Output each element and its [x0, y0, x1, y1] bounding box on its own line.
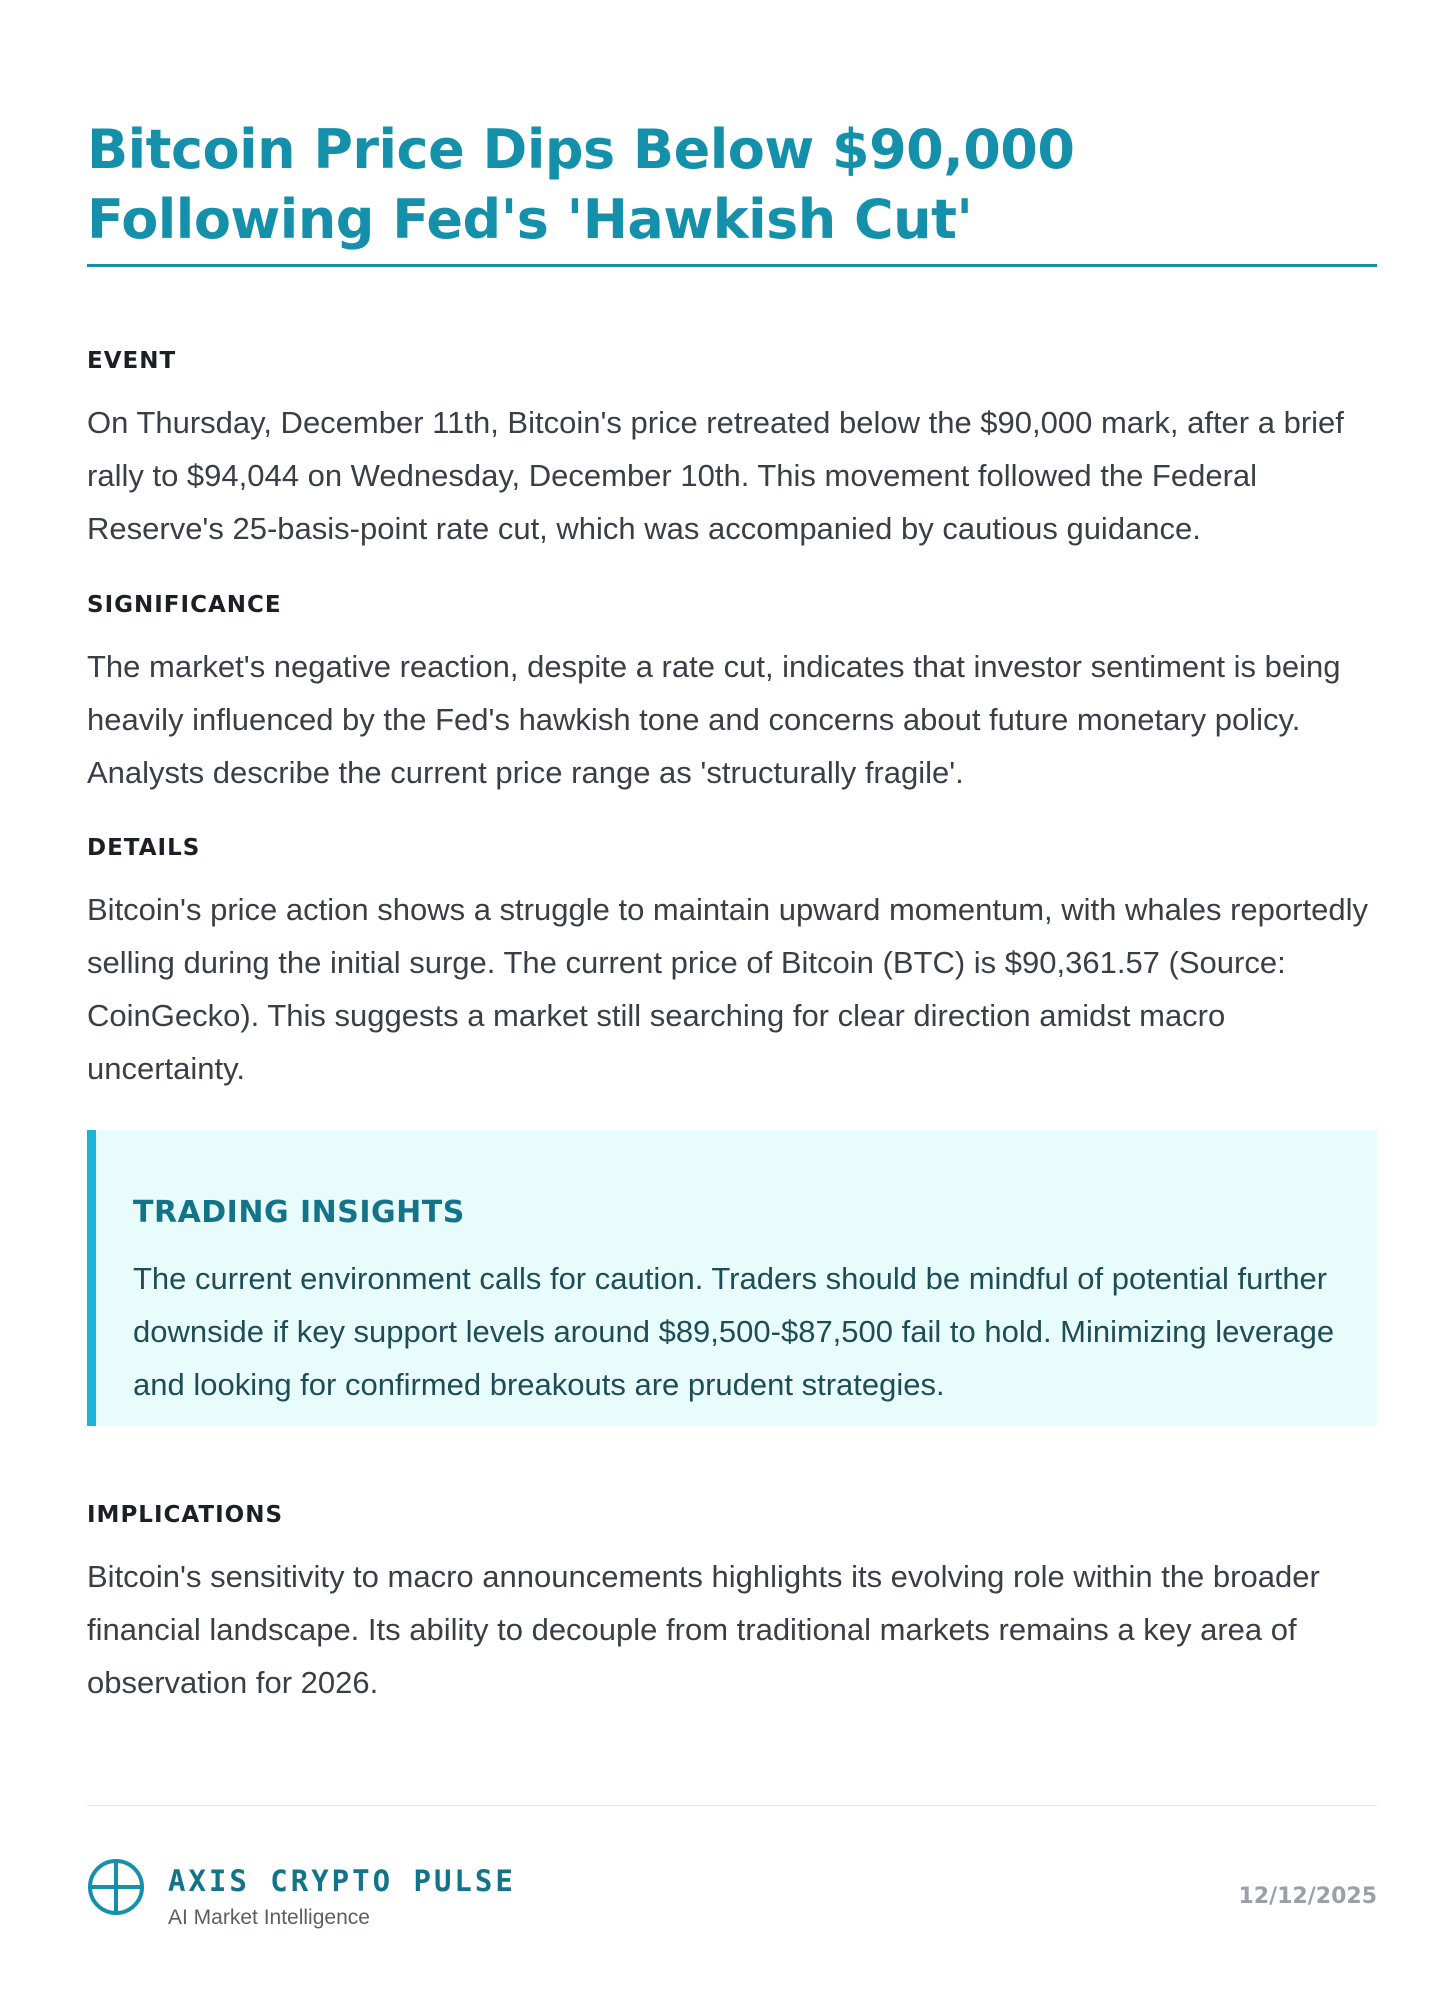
publish-date: 12/12/2025 [1238, 1884, 1377, 1909]
article-headline: Bitcoin Price Dips Below $90,000 Following Fed's 'Hawkish Cut' [87, 118, 1075, 251]
crosshair-circle-icon [87, 1858, 145, 1916]
details-section [87, 833, 1377, 1095]
event-label: EVENT [87, 348, 177, 374]
article-page [87, 0, 1377, 2000]
trading-insights-callout [87, 1130, 1377, 1426]
implications-text: Bitcoin's sensitivity to macro announcements highlights its evolving role within the broader financial landscape. Its ability to decouple from traditional markets remains a key area of observation for 2026. [87, 1559, 1320, 1700]
significance-section [87, 590, 1377, 799]
significance-text: The market's negative reaction, despite a rate cut, indicates that investor sentiment is being heavily influenced by the Fed's hawkish tone and concerns about future monetary policy. Analysts describe the current price range as 'structurally fragile'. [87, 649, 1341, 790]
significance-label: SIGNIFICANCE [87, 592, 282, 618]
event-text: On Thursday, December 11th, Bitcoin's price retreated below the $90,000 mark, after a brief rally to $94,044 on Wednesday, December 10th. This movement followed the Federal Reserve's 25-basis-point rate cut, which was accompanied by cautious guidance. [87, 405, 1344, 546]
implications-label: IMPLICATIONS [87, 1502, 284, 1528]
headline-divider [87, 264, 1377, 267]
brand-name: AXIS CRYPTO PULSE [168, 1864, 516, 1898]
trading-insights-text: The current environment calls for caution. Traders should be mindful of potential further downside if key support levels around $89,500-$87,500 fail to hold. Minimizing leverage and looking for confirmed breakouts are prudent strategies. [133, 1261, 1335, 1402]
trading-insights-title: TRADING INSIGHTS [133, 1195, 465, 1230]
details-text: Bitcoin's price action shows a struggle to maintain upward momentum, with whales reportedly selling during the initial surge. The current price of Bitcoin (BTC) is $90,361.57 (Source: CoinGecko). This suggests a market still searching for clear direction amidst macro uncertainty. [87, 892, 1368, 1086]
implications-section [87, 1500, 1377, 1709]
details-label: DETAILS [87, 835, 201, 861]
event-section [87, 346, 1377, 555]
footer-divider [87, 1805, 1377, 1806]
brand-tagline: AI Market Intelligence [168, 1906, 370, 1929]
